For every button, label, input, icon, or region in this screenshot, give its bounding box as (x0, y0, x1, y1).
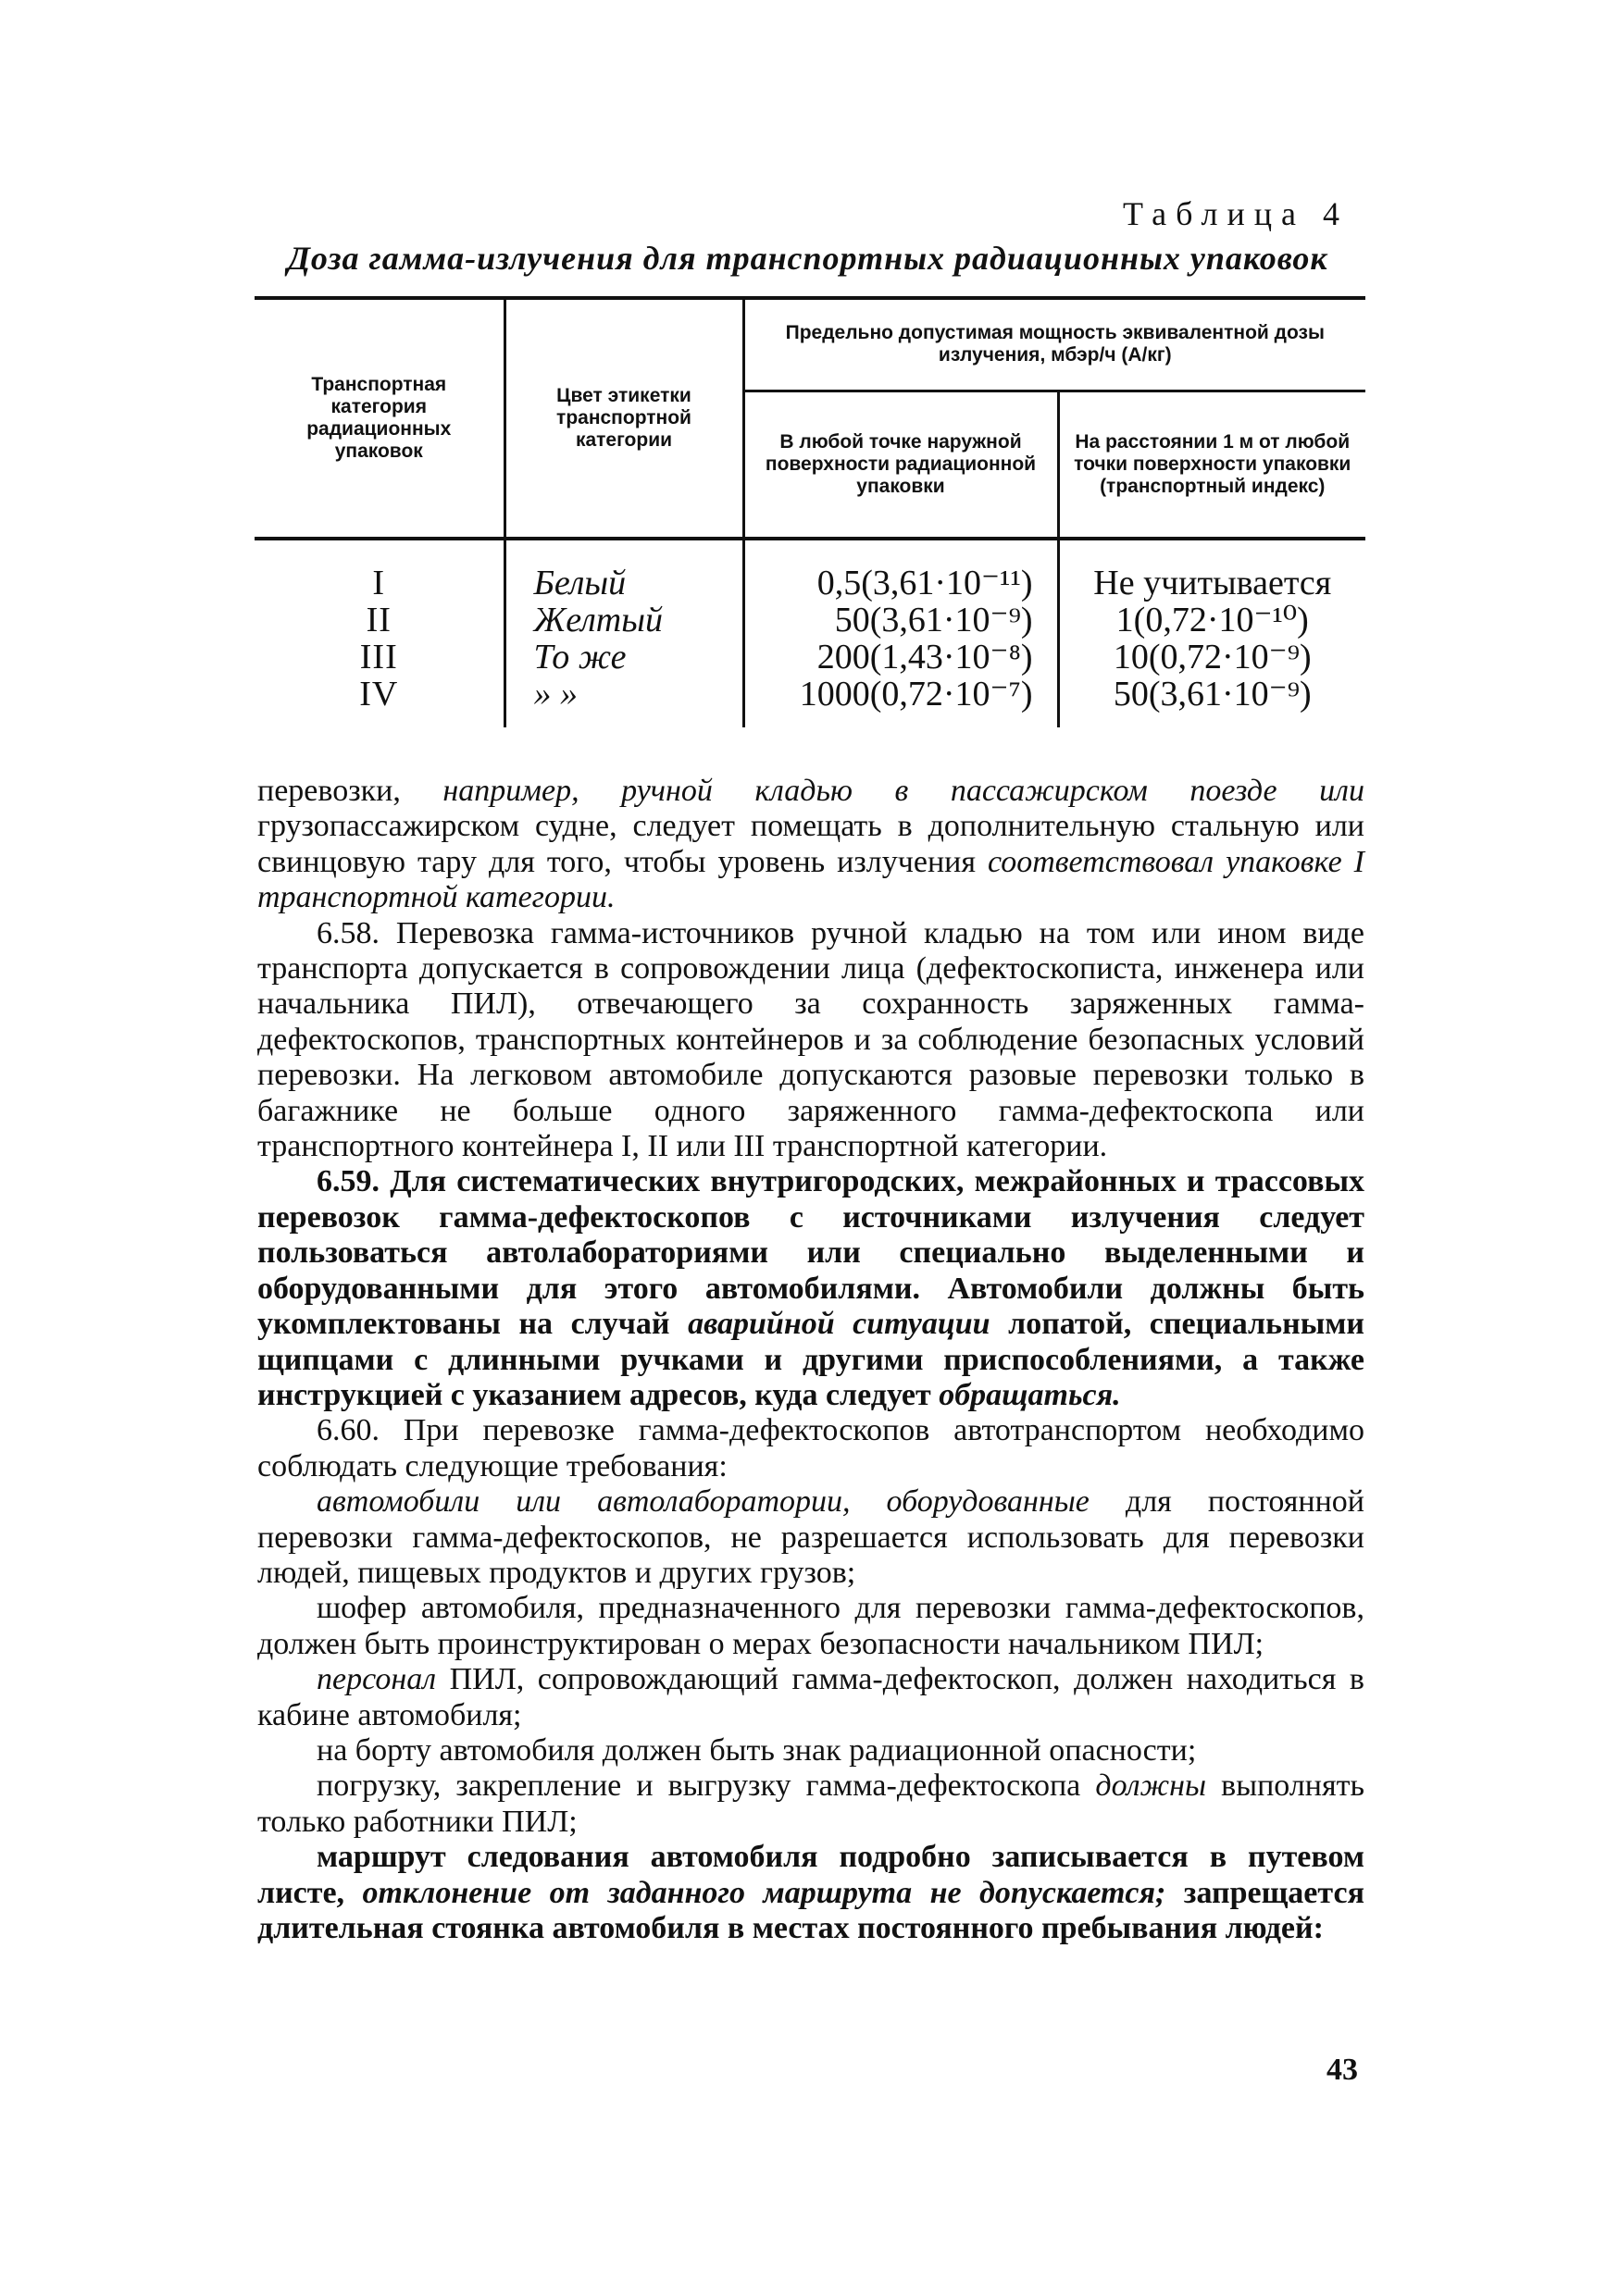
distance-dose-cell: 50(3,61·10⁻⁹) (1058, 676, 1365, 727)
distance-dose-cell: Не учитывается (1058, 539, 1365, 602)
category-cell: II (366, 601, 392, 639)
table-number: Таблица 4 (1123, 195, 1349, 232)
table-row (255, 539, 1365, 602)
requirement-item: персонал ПИЛ, сопровождающий гамма-дефектоскоп, должен находиться в кабине автомобиля; (257, 1662, 1364, 1732)
table-title: Доза гамма-излучения для транспортных радиационных упаковок (287, 240, 1328, 277)
table-row (255, 602, 1365, 639)
page-number: 43 (1326, 2053, 1358, 2087)
header-distance: На расстоянии 1 м от любой точки поверхности упаковки (транспортный индекс) (1058, 391, 1365, 539)
header-surface: В любой точке наружной поверхности радиационной упаковки (743, 391, 1058, 539)
category-cell: I (372, 564, 386, 602)
body-text (257, 774, 1364, 1946)
requirement-item: погрузку, закрепление и выгрузку гамма-дефектоскопа должны выполнять только работники ПИЛ; (257, 1769, 1364, 1839)
paragraph-6-60: 6.60. При перевозке гамма-дефектоскопов автотранспортом необходимо соблюдать следующие требования: (257, 1413, 1364, 1483)
requirement-item: автомобили или автолаборатории, оборудованные для постоянной перевозки гамма-дефектоскопов, не разрешается использовать для перевозки людей, пищевых продуктов и других грузов; (257, 1484, 1364, 1590)
dose-table (255, 296, 1365, 727)
surface-dose-cell: 200(1,43·10⁻⁸) (743, 639, 1058, 676)
header-category: Транспортная категория радиационных упаковок (255, 298, 504, 539)
color-cell: Желтый (504, 602, 743, 639)
color-cell: Белый (504, 539, 743, 602)
surface-dose-cell: 0,5(3,61·10⁻¹¹) (743, 539, 1058, 602)
color-cell: » » (504, 676, 743, 727)
distance-dose-cell: 10(0,72·10⁻⁹) (1058, 639, 1365, 676)
header-label-color: Цвет этикетки транспортной категории (504, 298, 743, 539)
requirement-item: маршрут следования автомобиля подробно записывается в путевом листе, отклонение от заданного маршрута не допускается; запрещается длительная стоянка автомобиля в местах постоянного пребывания людей: (257, 1840, 1364, 1945)
surface-dose-cell: 50(3,61·10⁻⁹) (743, 602, 1058, 639)
surface-dose-cell: 1000(0,72·10⁻⁷) (743, 676, 1058, 727)
color-cell: То же (504, 639, 743, 676)
requirement-item: на борту автомобиля должен быть знак радиационной опасности; (317, 1732, 1197, 1768)
category-cell: IV (359, 675, 399, 714)
distance-dose-cell: 1(0,72·10⁻¹⁰) (1058, 602, 1365, 639)
header-dose-limit: Предельно допустимая мощность эквивалентной дозы излучения, мбэр/ч (А/кг) (743, 298, 1365, 391)
paragraph-6-59: 6.59. Для систематических внутригородских, межрайонных и трассовых перевозок гамма-дефектоскопов с источниками излучения следует пользоваться автолабораториями или специально выделенными и оборудованными для этого автомобилями. Автомобили должны быть укомплектованы на случай аварийной ситуации лопатой, специальными щипцами с длинными ручками и другими приспособлениями, а также инструкцией с указанием адресов, куда следует обращаться. (257, 1164, 1364, 1412)
table-row (255, 676, 1365, 727)
table-row (255, 639, 1365, 676)
paragraph-6-58: 6.58. Перевозка гамма-источников ручной кладью на том или ином виде транспорта допускается в сопровождении лица (дефектоскописта, инженера или начальника ПИЛ), отвечающего за сохранность заряженных гамма-дефектоскопов, транспортных контейнеров и за соблюдение безопасных условий перевозки. На легковом автомобиле допускаются разовые перевозки только в багажнике не больше одного заряженного гамма-дефектоскопа или транспортного контейнера I, II или III транспортной категории. (257, 915, 1364, 1164)
category-cell: III (359, 638, 398, 676)
paragraph-continuation: перевозки, например, ручной кладью в пассажирском поезде или грузопассажирском судне, следует помещать в дополнительную стальную или свинцовую тару для того, чтобы уровень излучения соответствовал упаковке I транспортной категории. (257, 774, 1364, 915)
requirement-item: шофер автомобиля, предназначенного для перевозки гамма-дефектоскопов, должен быть проинструктирован о мерах безопасности начальником ПИЛ; (257, 1591, 1364, 1661)
